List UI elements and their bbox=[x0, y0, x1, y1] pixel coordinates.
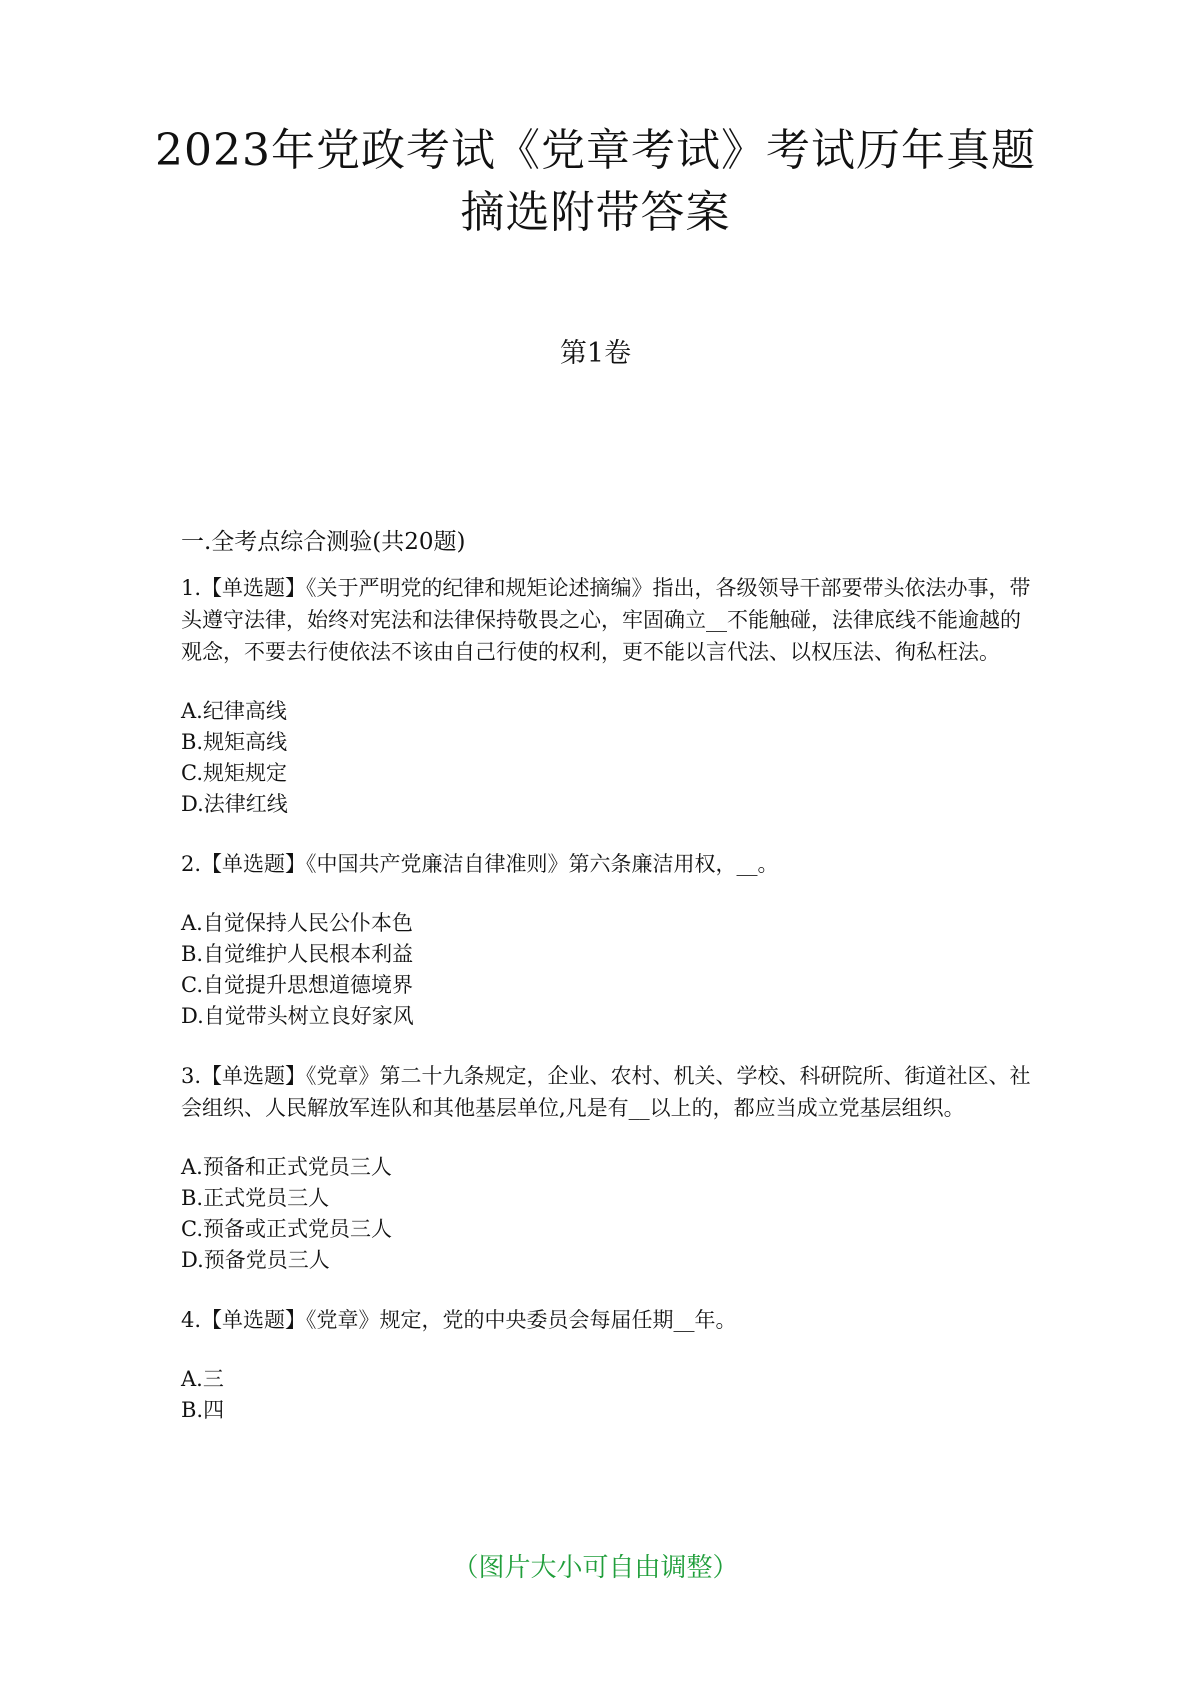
option-c: C.规矩规定 bbox=[181, 761, 287, 785]
question-3 bbox=[181, 1060, 1031, 1276]
option-list bbox=[181, 1364, 1031, 1426]
volume-title: 第1卷 bbox=[559, 338, 632, 369]
option-b: B.自觉维护人民根本利益 bbox=[181, 942, 414, 966]
question-stem: 1.【单选题】《关于严明党的纪律和规矩论述摘编》指出，各级领导干部要带头依法办事，带头遵守法律，始终对宪法和法律保持敬畏之心，牢固确立__不能触碰，法律底线不能逾越的观念，不要去行使依法不该由自己行使的权利，更不能以言代法、以权压法、徇私枉法。 bbox=[181, 576, 1031, 664]
option-a: A.纪律高线 bbox=[181, 699, 287, 723]
option-d: D.预备党员三人 bbox=[181, 1248, 330, 1272]
option-list bbox=[181, 908, 1031, 1032]
option-d: D.法律红线 bbox=[181, 792, 288, 816]
option-a: A.自觉保持人民公仆本色 bbox=[181, 911, 413, 935]
question-stem: 2.【单选题】《中国共产党廉洁自律准则》第六条廉洁用权，__。 bbox=[181, 852, 779, 876]
option-c: C.自觉提升思想道德境界 bbox=[181, 973, 413, 997]
section-heading: 一.全考点综合测验(共20题) bbox=[181, 529, 466, 555]
option-b: B.规矩高线 bbox=[181, 730, 288, 754]
question-section bbox=[181, 526, 1031, 1454]
question-4 bbox=[181, 1304, 1031, 1426]
option-list bbox=[181, 696, 1031, 820]
option-b: B.四 bbox=[181, 1398, 225, 1422]
question-stem: 4.【单选题】《党章》规定，党的中央委员会每届任期__年。 bbox=[181, 1308, 737, 1332]
option-a: A.预备和正式党员三人 bbox=[181, 1155, 392, 1179]
option-a: A.三 bbox=[181, 1367, 224, 1391]
option-c: C.预备或正式党员三人 bbox=[181, 1217, 392, 1241]
option-list bbox=[181, 1152, 1031, 1276]
question-2 bbox=[181, 848, 1031, 1032]
option-b: B.正式党员三人 bbox=[181, 1186, 330, 1210]
document-title: 2023年党政考试《党章考试》考试历年真题摘选附带答案 bbox=[155, 125, 1036, 238]
question-1 bbox=[181, 572, 1031, 820]
option-d: D.自觉带头树立良好家风 bbox=[181, 1004, 414, 1028]
image-resize-note: （图片大小可自由调整） bbox=[452, 1553, 739, 1583]
question-stem: 3.【单选题】《党章》第二十九条规定，企业、农村、机关、学校、科研院所、街道社区、社会组织、人民解放军连队和其他基层单位,凡是有__以上的，都应当成立党基层组织。 bbox=[181, 1064, 1031, 1120]
